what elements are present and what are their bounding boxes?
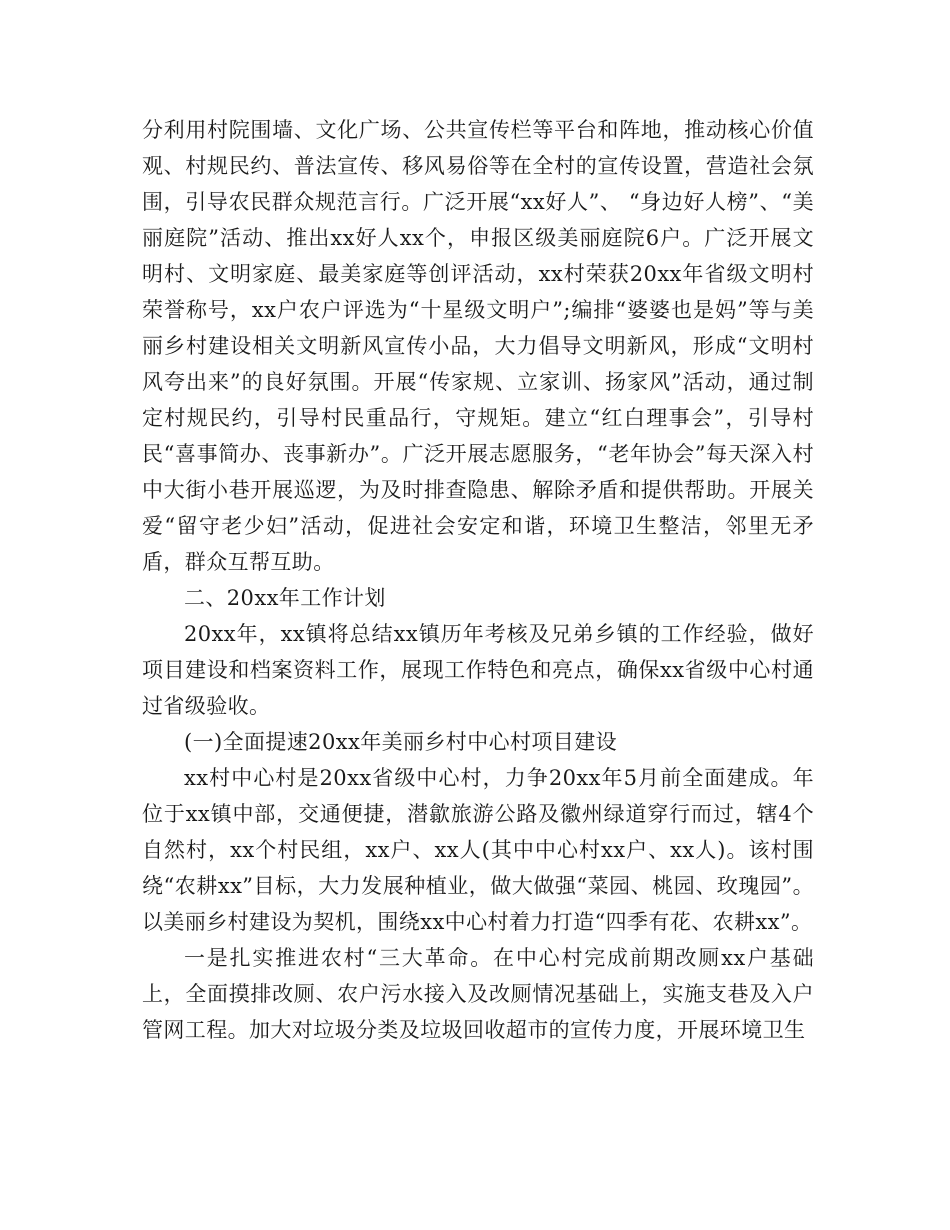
section-heading-work-plan: 二、20xx年工作计划 (184, 586, 386, 610)
paragraph-center-village-overview: xx村中心村是20xx省级中心村，力争20xx年5月前全面建成。年位于xx镇中部，交通便捷，潜歙旅游公路及徽州绿道穿行而过，辖4个自然村，xx个村民组，xx户、xx人(其中中心村xx户、xx人)。该村围绕“农耕xx”目标，大力发展种植业，做大做强“菜园、桃园、玫瑰园”。以美丽乡村建设为契机，围绕xx中心村着力打造“四季有花、农耕xx”。 (142, 766, 814, 934)
paragraph-work-plan-intro: 20xx年，xx镇将总结xx镇历年考核及兄弟乡镇的工作经验，做好项目建设和档案资料工作，展现工作特色和亮点，确保xx省级中心村通过省级验收。 (142, 622, 814, 718)
paragraph-three-revolutions: 一是扎实推进农村“三大革命。在中心村完成前期改厕xx户基础上，全面摸排改厕、农户污水接入及改厕情况基础上，实施支巷及入户管网工程。加大对垃圾分类及垃圾回收超市的宣传力度，开展环境卫生 (142, 946, 814, 1042)
paragraph-civilization-campaign: 分利用村院围墙、文化广场、公共宣传栏等平台和阵地，推动核心价值观、村规民约、普法宣传、移风易俗等在全村的宣传设置，营造社会氛围，引导农民群众规范言行。广泛开展“xx好人”、 “身边好人榜”、“美丽庭院”活动、推出xx好人xx个，申报区级美丽庭院6户。广泛开展文明村、文明家庭、最美家庭等创评活动，xx村荣获20xx年省级文明村荣誉称号，xx户农户评选为“十星级文明户”;编排“婆婆也是妈”等与美丽乡村建设相关文明新风宣传小品，大力倡导文明新风，形成“文明村风夸出来”的良好氛围。开展“传家规、立家训、扬家风”活动，通过制定村规民约，引导村民重品行，守规矩。建立“红白理事会”，引导村民“喜事简办、丧事新办”。广泛开展志愿服务，“老年协会”每天深入村中大街小巷开展巡逻，为及时排查隐患、解除矛盾和提供帮助。开展关爱“留守老少妇”活动，促进社会安定和谐，环境卫生整洁，邻里无矛盾，群众互帮互助。 (142, 118, 814, 574)
document-body (142, 112, 814, 1048)
subsection-heading-center-village: (一)全面提速20xx年美丽乡村中心村项目建设 (184, 730, 617, 754)
